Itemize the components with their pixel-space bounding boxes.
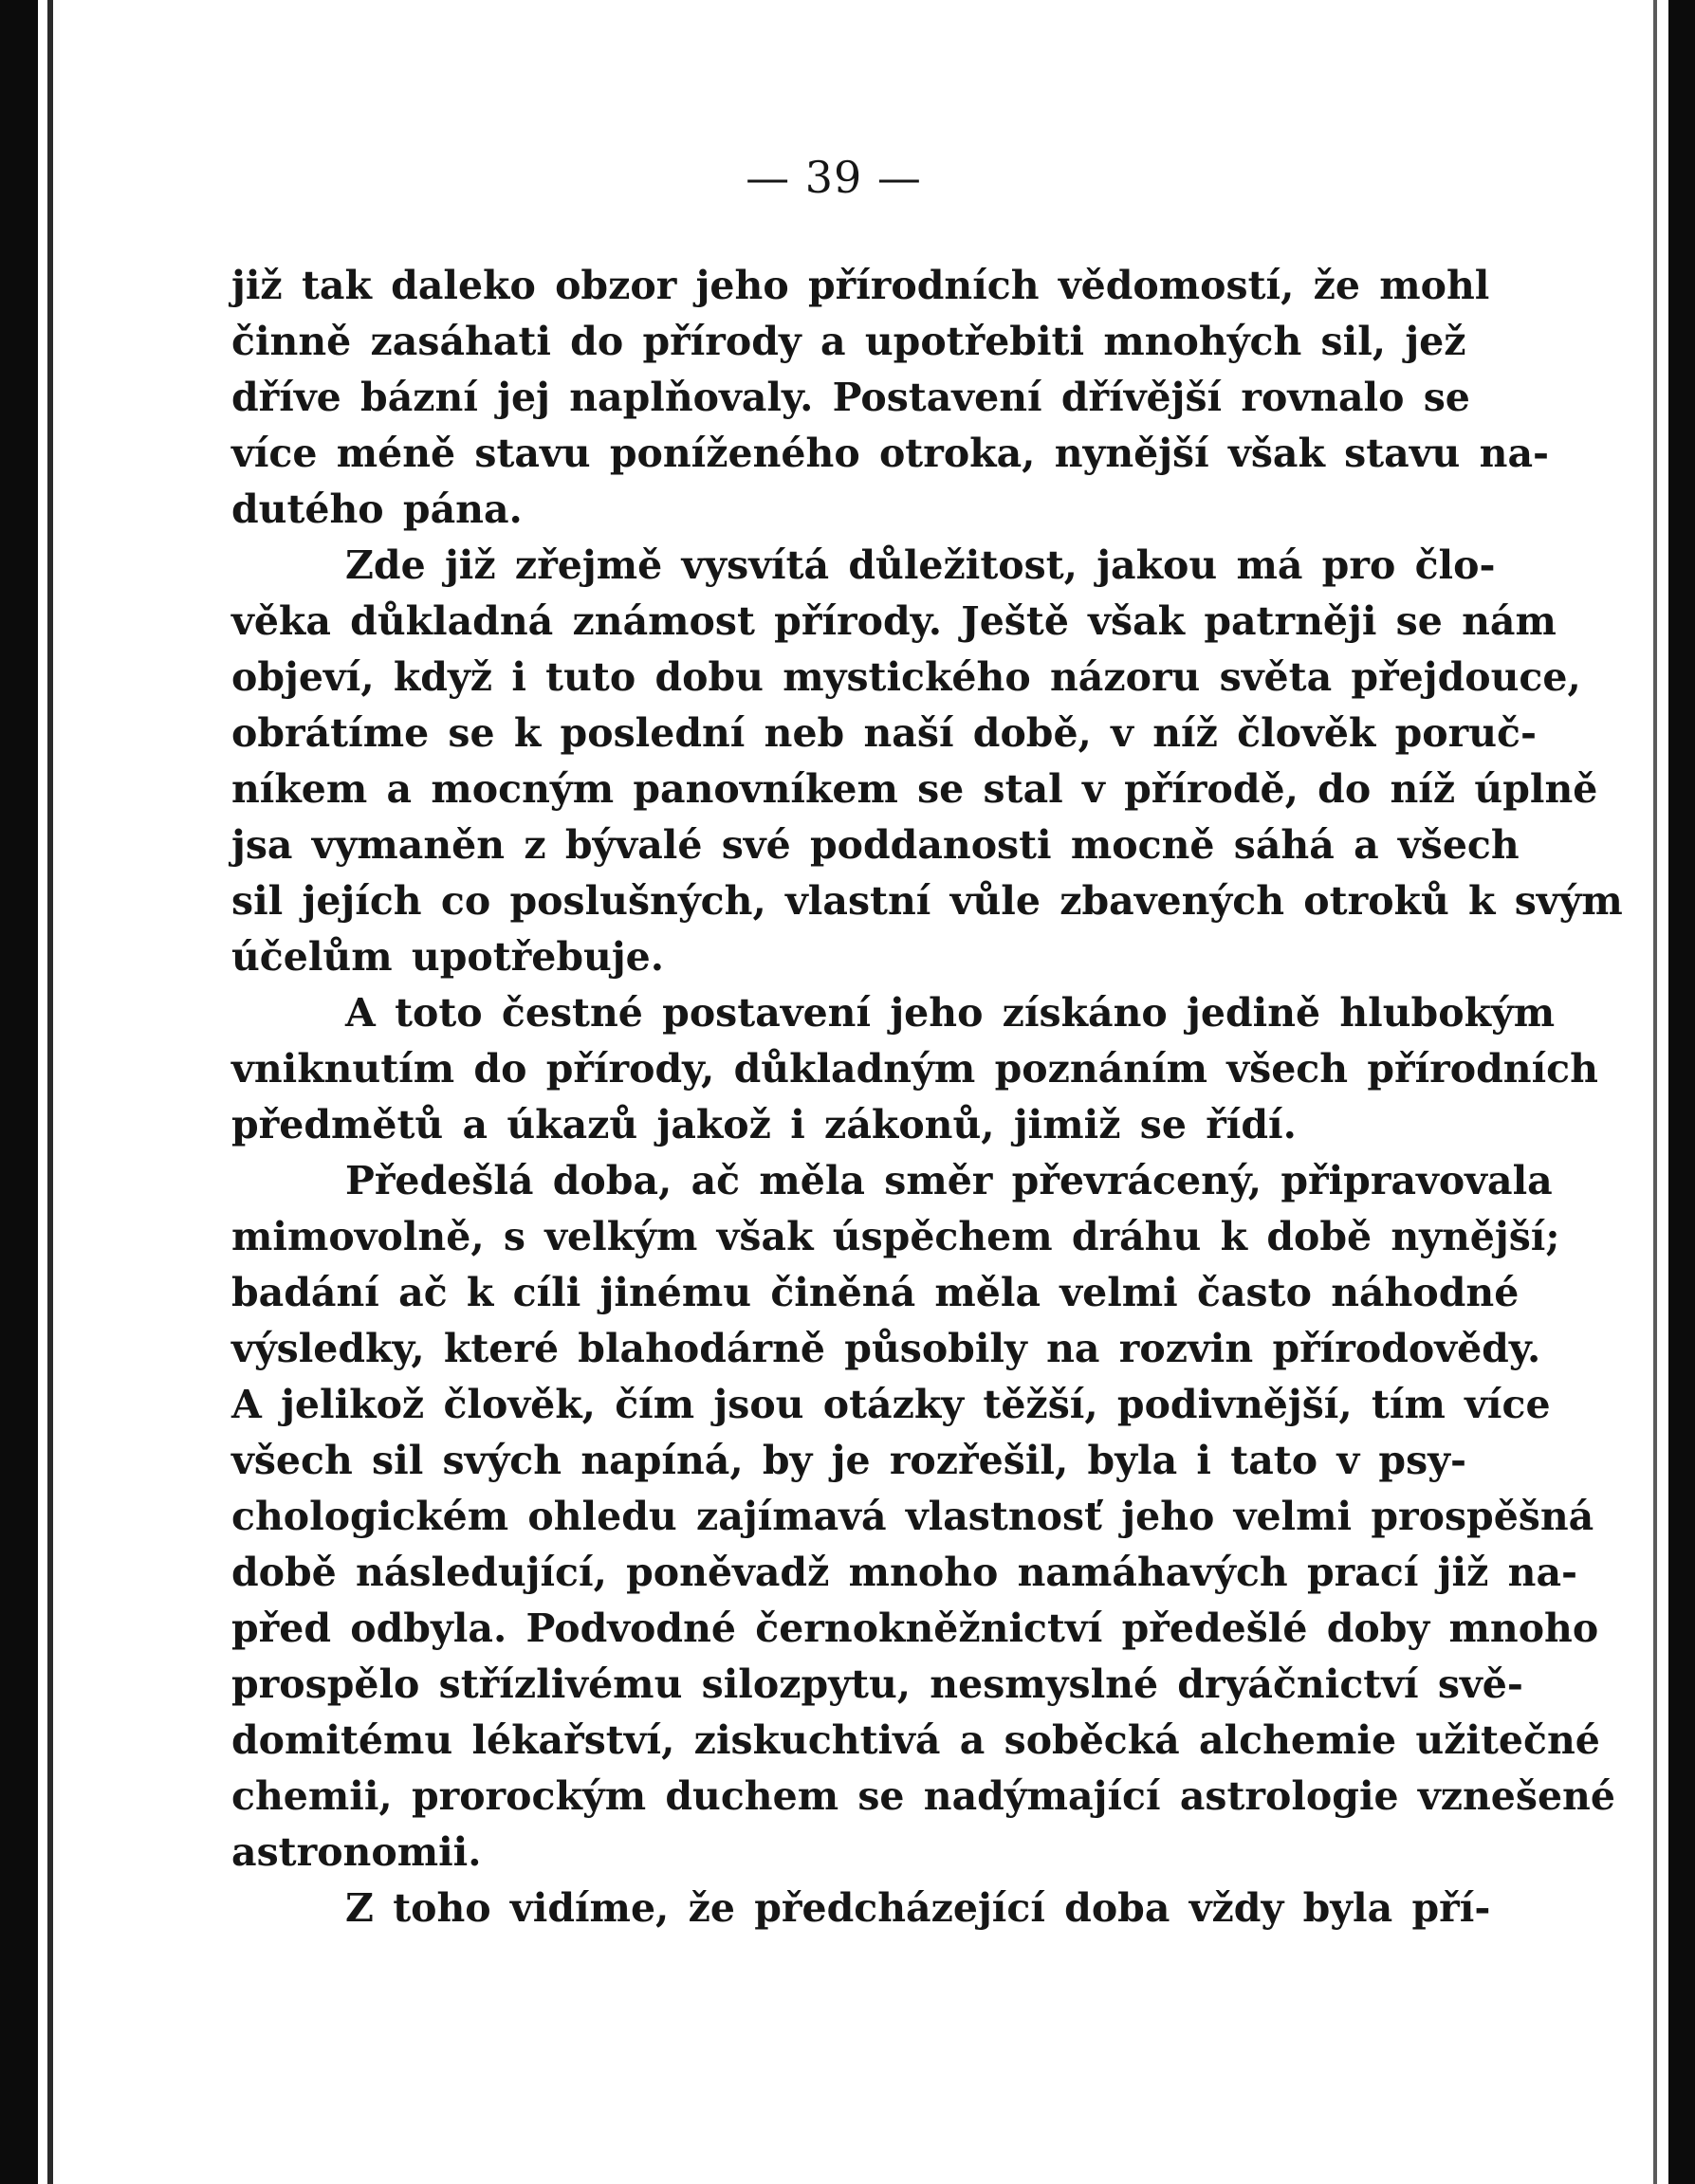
text-line: objeví, když i tuto dobu mystického názoru světa přejdouce, — [231, 654, 1581, 700]
text-line: níkem a mocným panovníkem se stal v přírodě, do níž úplně — [231, 766, 1598, 812]
scan-line-left — [47, 0, 53, 2184]
text-line: obrátíme se k poslední neb naší době, v níž člověk poruč- — [231, 710, 1538, 756]
text-line: astronomii. — [231, 1829, 482, 1875]
scan-gap-left — [38, 0, 47, 2184]
text-line: účelům upotřebuje. — [231, 934, 665, 980]
text-line: vniknutím do přírody, důkladným poznáním všech přírodních — [231, 1046, 1598, 1092]
scan-edge-left — [0, 0, 38, 2184]
text-line: výsledky, které blahodárně působily na rozvin přírodovědy. — [231, 1326, 1541, 1371]
paragraph-1 — [231, 258, 1550, 538]
page-number: — 39 — — [746, 152, 922, 203]
text-line: dutého pána. — [231, 486, 523, 532]
text-line: jsa vymaněn z bývalé své poddanosti mocně sáhá a všech — [231, 822, 1520, 868]
text-line: před odbyla. Podvodné černokněžnictví předešlé doby mnoho — [231, 1606, 1599, 1651]
text-line: sil jejích co poslušných, vlastní vůle zbavených otroků k svým — [231, 878, 1623, 924]
paragraph-2 — [231, 538, 1623, 985]
paragraph-4 — [231, 1153, 1615, 1881]
text-line: prospělo střízlivému silozpytu, nesmyslné dryáčnictví svě- — [231, 1661, 1523, 1707]
text-line: Z toho vidíme, že předcházející doba vždy byla pří- — [345, 1885, 1491, 1931]
paragraph-3 — [231, 985, 1598, 1153]
text-line: již tak daleko obzor jeho přírodních vědomostí, že mohl — [231, 263, 1490, 308]
text-line: mimovolně, s velkým však úspěchem dráhu k době nynější; — [231, 1214, 1560, 1259]
text-line: A jelikož člověk, čím jsou otázky těžší, podivnější, tím více — [231, 1382, 1551, 1427]
paragraph-5 — [231, 1881, 1491, 1936]
text-line: domitému lékařství, ziskuchtivá a soběcká alchemie užitečné — [231, 1717, 1600, 1763]
text-line: chologickém ohledu zajímavá vlastnosť jeho velmi prospěšná — [231, 1494, 1594, 1539]
text-line: činně zasáhati do přírody a upotřebiti mnohých sil, jež — [231, 319, 1466, 364]
text-line: A toto čestné postavení jeho získáno jedině hlubokým — [345, 990, 1556, 1036]
text-line: všech sil svých napíná, by je rozřešil, byla i tato v psy- — [231, 1438, 1467, 1483]
text-line: Předešlá doba, ač měla směr převrácený, připravovala — [345, 1158, 1553, 1203]
text-line: více méně stavu poníženého otroka, nynější však stavu na- — [231, 431, 1550, 476]
text-line: věka důkladná známost přírody. Ještě však patrněji se nám — [231, 598, 1557, 644]
scan-line-right — [1653, 0, 1657, 2184]
text-line: době následující, poněvadž mnoho namáhavých prací již na- — [231, 1550, 1578, 1595]
text-line: Zde již zřejmě vysvítá důležitost, jakou má pro člo- — [345, 542, 1496, 588]
text-line: chemii, prorockým duchem se nadýmající astrologie vznešené — [231, 1773, 1615, 1819]
scan-edge-right — [1668, 0, 1695, 2184]
book-page — [231, 152, 1623, 1936]
text-line: předmětů a úkazů jakož i zákonů, jimiž se řídí. — [231, 1102, 1297, 1147]
text-line: dříve bázní jej naplňovaly. Postavení dřívější rovnalo se — [231, 375, 1470, 420]
text-line: badání ač k cíli jinému činěná měla velmi často náhodné — [231, 1270, 1520, 1315]
